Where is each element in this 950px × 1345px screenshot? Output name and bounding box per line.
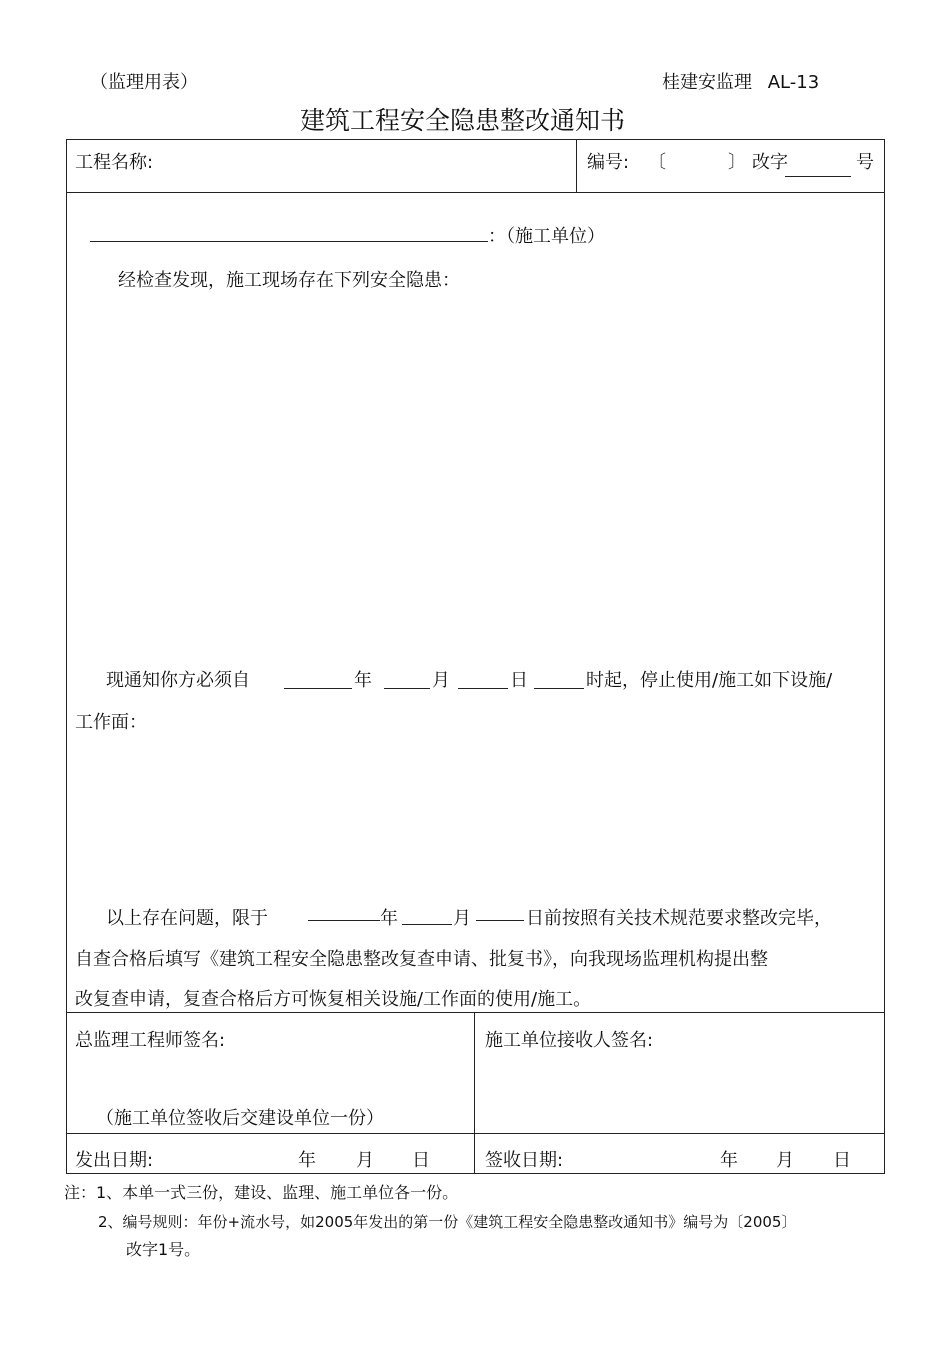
stop-month-blank [384,688,430,689]
form-code-prefix: 桂建安监理 [662,72,752,93]
number-bracket-open: 〔 [648,152,666,173]
note-3: 改字1号。 [126,1240,201,1259]
hao-label: 号 [856,152,874,173]
issue-date-month: 月 [356,1150,374,1171]
deadline-year-blank [308,920,380,921]
table-top-border [66,139,885,140]
note-2: 2、编号规则：年份+流水号，如2005年发出的第一份《建筑工程安全隐患整改通知书》编号为〔2005〕 [98,1213,797,1231]
number-label: 编号: [587,152,630,173]
table-bottom-border [66,1173,885,1174]
table-body-bottom-border [66,1012,885,1013]
deadline-day-blank [476,920,524,921]
receive-date-label: 签收日期: [485,1150,564,1171]
form-usage-tag: （监理用表） [90,72,198,93]
issue-date-label: 发出日期: [75,1150,154,1171]
project-name-label: 工程名称: [75,152,154,173]
deadline-month-unit: 月 [453,908,471,929]
stop-hour-blank [534,688,584,689]
receive-date-year: 年 [720,1150,738,1171]
deadline-month-blank [402,924,452,925]
form-code-number: AL-13 [767,72,820,93]
stop-year-blank [284,688,352,689]
notice-text-line2: 工作面： [75,712,147,733]
rectify-text-end: 日前按照有关技术规范要求整改完毕， [526,908,832,929]
serial-number-blank [785,176,851,177]
stop-day-blank [458,688,508,689]
rectify-text-line3: 改复查申请，复查合格后方可恢复相关设施/工作面的使用/施工。 [75,989,592,1010]
rectify-text-line2: 自查合格后填写《建筑工程安全隐患整改复查申请、批复书》，向我现场监理机构提出整 [75,949,768,970]
table-row1-bottom-border [66,192,885,193]
notice-text-start: 现通知你方必须自 [106,670,250,691]
gaizi-label: 改字 [752,152,788,173]
table-signature-bottom-border [66,1133,885,1134]
table-right-border [884,139,885,1173]
rectify-text-start: 以上存在问题，限于 [106,908,268,929]
found-hazards-text: 经检查发现，施工现场存在下列安全隐患： [118,270,460,291]
chief-supervisor-note: （施工单位签收后交建设单位一份） [96,1108,384,1129]
recipient-suffix: ：（施工单位） [488,226,605,247]
stop-year-unit: 年 [354,670,372,691]
receive-date-day: 日 [833,1150,851,1171]
receive-date-month: 月 [776,1150,794,1171]
issue-date-year: 年 [298,1150,316,1171]
deadline-year-unit: 年 [380,908,398,929]
stop-month-unit: 月 [432,670,450,691]
issue-date-day: 日 [412,1150,430,1171]
row1-divider [576,139,577,192]
number-bracket-close: 〕 [728,152,746,173]
contractor-receiver-signature-label: 施工单位接收人签名: [485,1030,654,1051]
stop-day-unit: 日 [510,670,528,691]
contractor-name-blank [90,241,488,242]
chief-supervisor-signature-label: 总监理工程师签名: [75,1030,226,1051]
table-left-border [66,139,67,1173]
signature-divider [474,1012,475,1173]
note-1: 注：1、本单一式三份，建设、监理、施工单位各一份。 [64,1183,459,1202]
form-title: 建筑工程安全隐患整改通知书 [300,106,626,135]
stop-hour-text: 时起，停止使用/施工如下设施/ [586,670,833,691]
form-code [662,72,819,94]
